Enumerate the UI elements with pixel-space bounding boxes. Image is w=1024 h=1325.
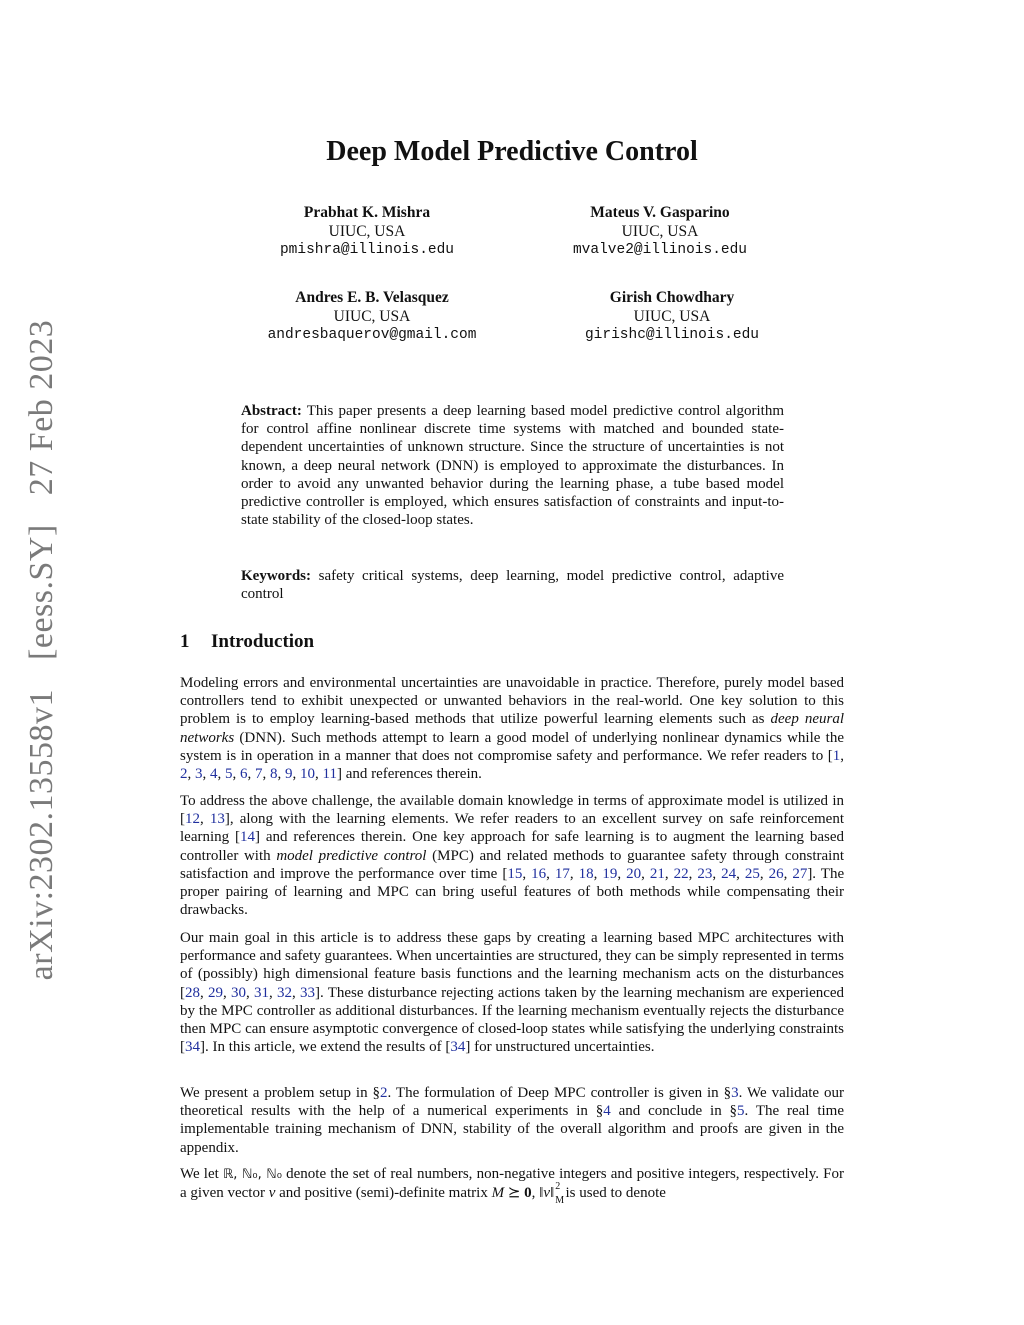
citation-link[interactable]: 31 <box>254 984 269 1001</box>
paper-title: Deep Model Predictive Control <box>326 136 698 167</box>
author-affiliation: UIUC, USA <box>333 308 411 325</box>
text-run: , <box>531 1185 540 1202</box>
citation-link[interactable]: 16 <box>531 865 547 882</box>
emphasis: deep neural networks <box>180 711 844 746</box>
citation-link[interactable]: 28 <box>185 984 200 1001</box>
text-run: (DNN). Such methods attempt to learn a good model of underlying nonlinear dynamics while the system is in operation in a manner that does not compromise safety and performance. We refer readers to [ <box>180 729 844 764</box>
intro-paragraph-1 <box>180 674 844 783</box>
text-run: and positive (semi)-definite matrix <box>275 1185 492 1202</box>
citation-link[interactable]: 18 <box>578 865 594 882</box>
norm-subscript: M <box>555 1195 565 1207</box>
citation-link[interactable]: 14 <box>240 829 256 846</box>
citation-link[interactable]: 2 <box>180 766 188 783</box>
intro-paragraph-5 <box>180 1165 844 1207</box>
citation-link[interactable]: 15 <box>507 865 523 882</box>
author-block <box>522 288 822 345</box>
text-run: ] and references therein. <box>336 766 482 783</box>
text-run: (MPC) and related methods to guarantee safety through constraint satisfaction and improve the performance over time [ <box>180 847 844 882</box>
math-zero: 0 <box>524 1185 532 1202</box>
keywords <box>241 567 784 603</box>
author-block <box>217 203 517 260</box>
number-sets: ℝ, ℕ₀, ℕ₀ <box>222 1167 282 1182</box>
author-block <box>510 203 810 260</box>
section-link[interactable]: 2 <box>380 1085 388 1101</box>
citation-link[interactable]: 30 <box>231 984 246 1001</box>
text-run: . We validate our theoretical results with the help of a numerical experiments in § <box>180 1085 844 1120</box>
author-name: Andres E. B. Velasquez <box>295 289 449 306</box>
intro-paragraph-2 <box>180 792 844 919</box>
arxiv-id: arXiv:2302.13558v1 <box>23 688 60 981</box>
arxiv-side-stamp <box>23 310 61 991</box>
text-run: denote the set of real numbers, non-negative integers and positive integers, respectively. For a given vector <box>180 1166 844 1202</box>
citation-link[interactable]: 4 <box>210 766 218 783</box>
citation-link[interactable]: 29 <box>208 984 223 1001</box>
citation-link[interactable]: 23 <box>697 865 713 882</box>
citation-link[interactable]: 25 <box>744 865 760 882</box>
emphasis: model predictive control <box>276 847 427 864</box>
text-run: Modeling errors and environmental uncertainties are unavoidable in practice. Therefore, purely model based controllers tend to exhibit unexpected or unwanted behaviors in the real-world. One key solution to this problem is to employ learning-based methods that utilize powerful learning elements such as <box>180 675 844 728</box>
text-run: . The real time implementable training mechanism of DNN, stability of the overall algorithm and proofs are given in the appendix. <box>180 1103 844 1156</box>
abstract <box>241 402 784 529</box>
author-affiliation: UIUC, USA <box>633 308 711 325</box>
citation-link[interactable]: 34 <box>450 1039 466 1056</box>
text-run: We present a problem setup in § <box>180 1085 381 1101</box>
citation-list: 12, 13 <box>185 811 225 828</box>
text-run: ] for unstructured uncertainties. <box>465 1039 655 1056</box>
author-name: Girish Chowdhary <box>609 289 735 306</box>
keywords-text: safety critical systems, deep learning, model predictive control, adaptive control <box>241 568 784 603</box>
math-norm <box>539 1181 565 1207</box>
section-link[interactable]: 4 <box>603 1103 611 1120</box>
math-vector: v <box>268 1185 276 1202</box>
citation-link[interactable]: 17 <box>554 865 570 882</box>
citation-link[interactable]: 11 <box>322 766 337 783</box>
citation-link[interactable]: 10 <box>300 766 315 783</box>
norm-superscript: 2 <box>555 1181 561 1193</box>
intro-paragraph-3 <box>180 929 844 1056</box>
citation-link[interactable]: 26 <box>768 865 784 882</box>
citation-list: 28, 29, 30, 31, 32, 33 <box>185 984 315 1001</box>
author-name: Mateus V. Gasparino <box>590 204 730 221</box>
citation-link[interactable]: 7 <box>255 766 263 783</box>
citation-link[interactable]: 19 <box>602 865 618 882</box>
keywords-label: Keywords: <box>241 568 311 584</box>
section-heading <box>180 631 314 653</box>
text-run: and conclude in § <box>610 1103 738 1120</box>
citation-link[interactable]: 9 <box>285 766 293 783</box>
citation-link[interactable]: 24 <box>721 865 737 882</box>
citation-link[interactable]: 34 <box>185 1039 200 1056</box>
citation-link[interactable]: 27 <box>792 865 808 882</box>
arxiv-date: 27 Feb 2023 <box>23 319 60 496</box>
author-affiliation: UIUC, USA <box>328 223 406 240</box>
author-name: Prabhat K. Mishra <box>303 204 431 221</box>
math-succeq: ⪰ <box>504 1185 525 1202</box>
author-email[interactable]: mvalve2@illinois.edu <box>572 242 748 258</box>
abstract-text: This paper presents a deep learning based model predictive control algorithm for control affine nonlinear discrete time systems with matched and bounded state-dependent uncertainties of unknown structure. Since the structure of uncertainties is not known, a deep neural network (DNN) is employed to approximate the disturbances. In order to avoid any unwanted behavior during the learning phase, a tube based model predictive controller is employed, which ensures satisfaction of constraints and input-to-state stability of the closed-loop states. <box>241 403 784 529</box>
citation-link[interactable]: 21 <box>649 865 665 882</box>
text-run: To address the above challenge, the available domain knowledge in terms of approximate model is utilized in [ <box>180 793 844 828</box>
text-run: is used to denote <box>561 1185 666 1202</box>
abstract-label: Abstract: <box>241 403 302 419</box>
author-email[interactable]: andresbaquerov@gmail.com <box>267 327 477 343</box>
math-matrix: M <box>491 1185 505 1202</box>
author-affiliation: UIUC, USA <box>621 223 699 240</box>
text-run: ]. The proper pairing of learning and MPC can bring useful features of both methods while compensating their drawbacks. <box>180 865 845 919</box>
section-number: 1 <box>180 631 190 652</box>
author-block <box>222 288 522 345</box>
text-run: . The formulation of Deep MPC controller is given in § <box>387 1085 732 1101</box>
section-link[interactable]: 3 <box>731 1085 739 1101</box>
section-title: Introduction <box>211 631 315 652</box>
text-run: ]. In this article, we extend the results of [ <box>200 1039 451 1056</box>
text-run: ] and references therein. One key approach for safe learning is to augment the learning based controller with <box>180 829 844 864</box>
section-link[interactable]: 5 <box>737 1103 745 1120</box>
norm-body: ‖v‖ <box>539 1185 555 1202</box>
citation-link[interactable]: 5 <box>225 766 233 783</box>
citation-link[interactable]: 32 <box>277 984 292 1001</box>
citation-link[interactable]: 6 <box>240 766 248 783</box>
citation-link[interactable]: 13 <box>209 811 225 828</box>
text-run: Our main goal in this article is to address these gaps by creating a learning based MPC architectures with performance and safety guarantees. When uncertainties are structured, they can be simply represented in terms of (possibly) high dimensional feature basis functions and the learning mechanism acts on the disturbances [ <box>180 930 844 1001</box>
text-run: ]. These disturbance rejecting actions taken by the learning mechanism are experienced by the MPC controller as additional disturbances. If the learning mechanism eventually rejects the disturbance then MPC can ensure asymptotic convergence of closed-loop states while satisfying the underlying constraints [ <box>180 984 845 1056</box>
text-run: We let <box>180 1166 223 1182</box>
citation-link[interactable]: 8 <box>270 766 278 783</box>
author-email[interactable]: girishc@illinois.edu <box>584 327 760 343</box>
citation-list: 15, 16, 17, 18, 19, 20, 21, 22, 23, 24, 25, 26, 27 <box>507 865 808 882</box>
citation-link[interactable]: 1 <box>832 747 841 764</box>
citation-link[interactable]: 20 <box>626 865 642 882</box>
citation-link[interactable]: 22 <box>673 865 689 882</box>
arxiv-category: [eess.SY] <box>23 524 60 660</box>
text-run: ], along with the learning elements. We refer readers to an excellent survey on safe reinforcement learning [ <box>180 811 845 846</box>
citation-link[interactable]: 12 <box>185 811 200 828</box>
author-email[interactable]: pmishra@illinois.edu <box>279 242 455 258</box>
citation-link[interactable]: 33 <box>300 984 315 1001</box>
citation-list: 1, 2, 3, 4, 5, 6, 7, 8, 9, 10, 11 <box>180 747 844 783</box>
intro-paragraph-4 <box>180 1084 844 1157</box>
citation-link[interactable]: 3 <box>195 766 203 783</box>
